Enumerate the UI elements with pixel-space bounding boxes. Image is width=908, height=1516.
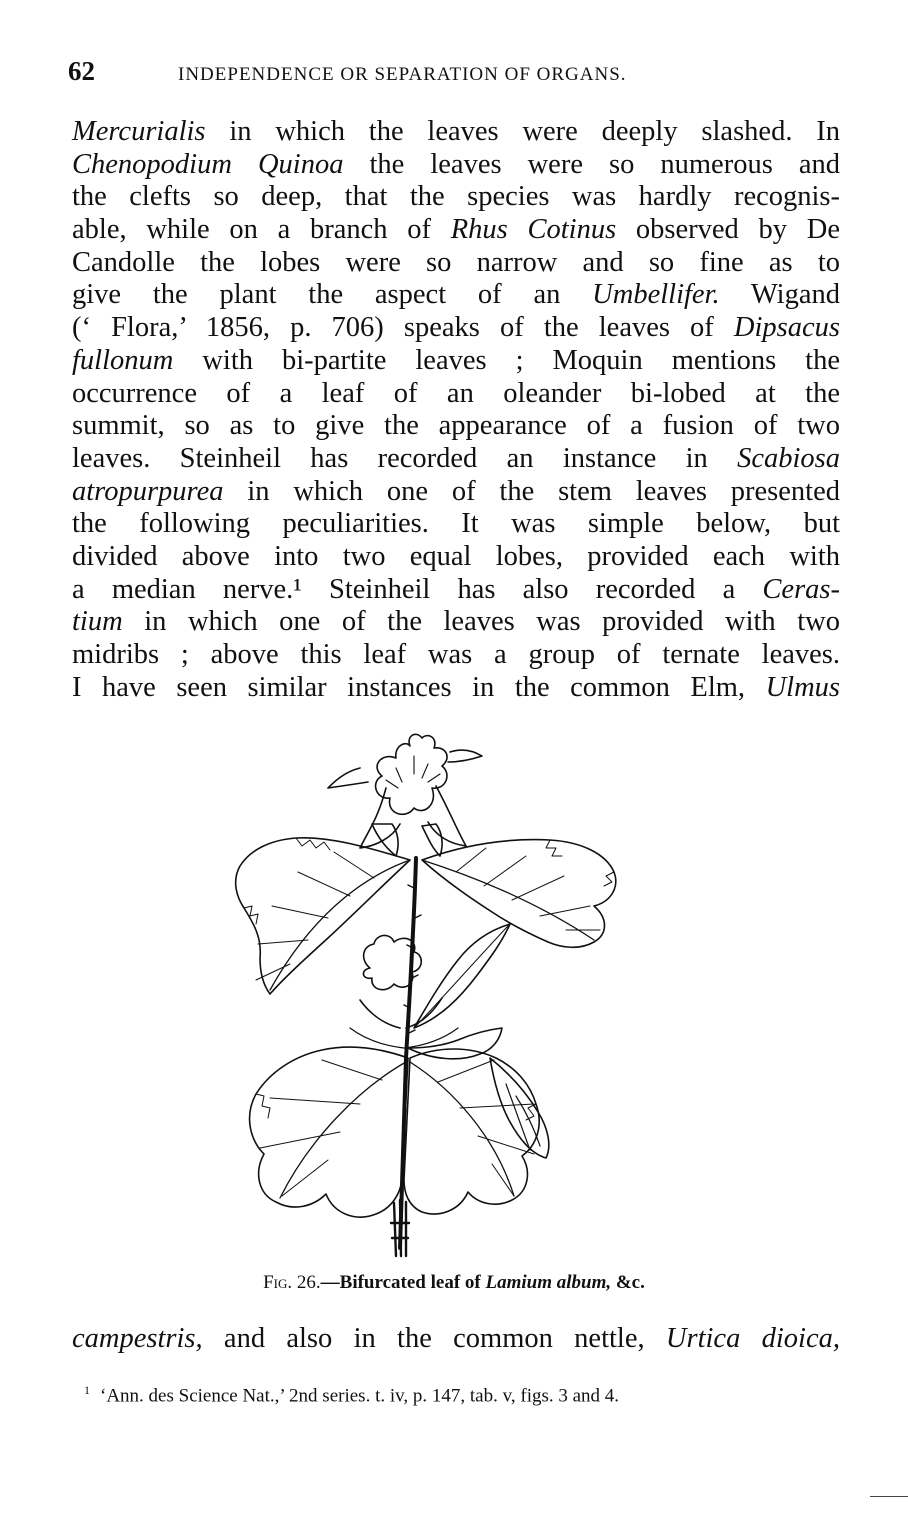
text-segment: with bi-partite leaves ; Moquin mentions the: [173, 344, 840, 376]
text-segment: in which one of the stem leaves presented: [223, 475, 840, 507]
text-line: [72, 312, 840, 345]
italic-term: fullonum: [72, 344, 174, 376]
text-line: [72, 476, 840, 509]
text-line: [72, 247, 840, 280]
footnote: [84, 1378, 844, 1408]
text-line: [72, 508, 840, 541]
text-line: [72, 279, 840, 312]
text-line: [72, 149, 840, 182]
text-line: [72, 181, 840, 214]
stem-base: [391, 1200, 409, 1256]
text-segment: midribs ; above this leaf was a group of ternate leaves.: [72, 639, 840, 670]
page-edge-mark: [870, 1496, 908, 1497]
text-segment: leaves. Steinheil has recorded an instance in: [72, 442, 738, 474]
text-segment: the following peculiarities. It was simple below, but: [72, 508, 840, 540]
caption-etc: &c.: [611, 1272, 645, 1293]
continuation-part-2: and also in the common nettle,: [202, 1323, 666, 1354]
text-line: [72, 574, 840, 607]
page-number: 62: [68, 56, 95, 86]
continuation-line: [72, 1322, 840, 1356]
main-stem: [400, 858, 416, 1248]
italic-term: Ceras-: [762, 573, 840, 605]
caption-label: Fig. 26.: [263, 1272, 321, 1293]
text-segment: Candolle the lobes were so narrow and so fine as to: [72, 246, 840, 278]
text-line: [72, 443, 840, 476]
text-segment: the leaves were so numerous and: [343, 148, 840, 180]
caption-dash: —Bifurcated leaf of: [320, 1272, 486, 1293]
text-line: [72, 410, 840, 443]
italic-term: Mercurialis: [72, 116, 206, 147]
bifurcated-lower-leaf: [250, 1047, 540, 1217]
middle-flower-whorl: [350, 935, 458, 1048]
upper-right-leaf: [422, 840, 616, 948]
figure-lamium-illustration: [210, 728, 690, 1258]
upper-left-leaf: [236, 838, 410, 994]
italic-term: Dipsacus: [733, 312, 840, 344]
text-line: [72, 116, 840, 149]
footnote-text: ‘Ann. des Science Nat.,’ 2nd series. t. iv, p. 147, tab. v, figs. 3 and 4.: [100, 1385, 620, 1407]
italic-term: Umbellifer.: [592, 279, 720, 311]
figure-caption: [0, 1272, 908, 1294]
text-segment: occurrence of a leaf of an oleander bi-lobed at the: [72, 377, 840, 409]
text-segment: observed by De: [616, 214, 840, 246]
text-segment: divided above into two equal lobes, provided each with: [72, 540, 840, 572]
text-segment: in which one of the leaves was provided with two: [122, 606, 840, 638]
text-line: [72, 378, 840, 411]
continuation-part-3: Urtica dioica,: [665, 1323, 840, 1354]
text-line: [72, 606, 840, 639]
italic-term: Scabiosa: [737, 442, 840, 474]
text-segment: give the plant the aspect of an: [72, 279, 593, 311]
text-segment: I have seen similar instances in the common Elm,: [72, 671, 766, 703]
continuation-part-1: campestris,: [72, 1323, 203, 1354]
running-title: INDEPENDENCE OR SEPARATION OF ORGANS.: [178, 64, 627, 85]
text-segment: summit, so as to give the appearance of a fusion of two: [72, 410, 840, 442]
italic-term: Rhus Cotinus: [450, 214, 617, 246]
text-line: [72, 639, 840, 672]
text-segment: able, while on a branch of: [72, 214, 451, 246]
side-branch-leaf: [408, 924, 510, 1059]
text-line: [72, 345, 840, 378]
text-segment: (‘ Flora,’ 1856, p. 706) speaks of the leaves of: [72, 312, 734, 344]
text-segment: Wigand: [719, 279, 840, 311]
text-line: [72, 214, 840, 247]
text-segment: a median nerve.¹ Steinheil has also recorded a: [72, 573, 763, 605]
lamium-album-drawing: [210, 728, 690, 1258]
body-paragraph: [72, 116, 840, 704]
italic-term: atropurpurea: [72, 475, 224, 507]
text-line: [72, 541, 840, 574]
top-flower-cluster: [328, 734, 482, 856]
italic-term: Chenopodium Quinoa: [72, 148, 344, 180]
caption-species: Lamium album,: [485, 1272, 612, 1293]
text-segment: the clefts so deep, that the species was hardly recognis-: [72, 181, 840, 213]
italic-term: tium: [72, 606, 123, 638]
text-line: [72, 672, 840, 705]
footnote-marker: 1: [84, 1383, 90, 1397]
running-head: [68, 56, 840, 92]
text-segment: in which the leaves were deeply slashed. In: [205, 116, 840, 147]
italic-term: Ulmus: [765, 671, 840, 703]
